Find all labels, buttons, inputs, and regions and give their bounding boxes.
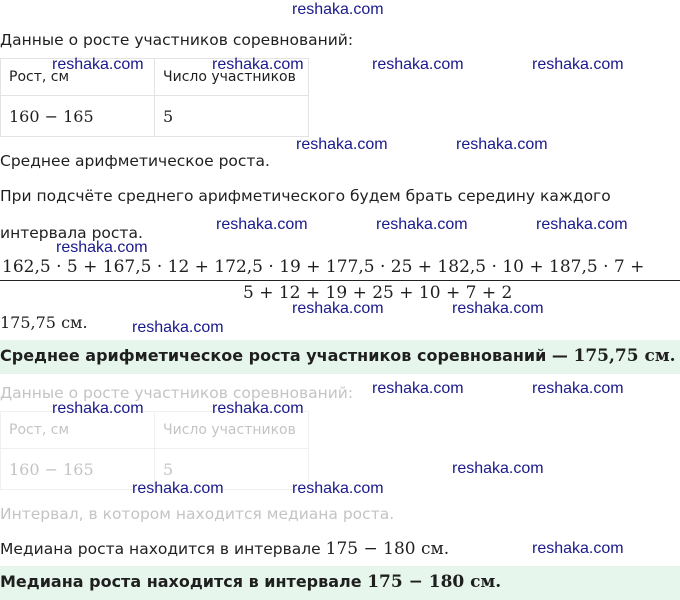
table-cell-count: 5 [155,96,309,137]
table-cell-interval: 160 − 165 [1,449,155,490]
method-text-line2: интервала роста. [0,224,143,242]
watermark: reshaka.com [292,480,384,497]
median-answer [0,572,501,592]
watermark: reshaka.com [532,380,624,397]
watermark: reshaka.com [52,400,144,417]
median-line-value: 175 − 180 см. [325,539,450,559]
mean-answer [0,346,676,366]
median-line-text: Медиана роста находится в интервале [0,540,326,558]
watermark: reshaka.com [132,319,224,336]
mean-result: 175,75 см. [0,313,88,332]
table-header-height: Рост, см [1,59,155,96]
watermark: reshaka.com [292,1,384,18]
median-answer-value: 175 − 180 см. [367,572,502,592]
table-header-count: Число участников [155,59,309,96]
watermark: reshaka.com [56,239,148,256]
table-cell-interval: 160 − 165 [1,96,155,137]
height-table-repeat [0,411,309,490]
watermark: reshaka.com [372,380,464,397]
watermark: reshaka.com [52,56,144,73]
median-answer-text: Медиана роста находится в интервале [0,572,368,591]
watermark: reshaka.com [456,136,548,153]
watermark: reshaka.com [452,300,544,317]
table-header-count: Число участников [155,412,309,449]
watermark: reshaka.com [532,540,624,557]
fraction-numerator: 162,5 · 5 + 167,5 · 12 + 172,5 · 19 + 177,5 · 25 + 182,5 · 10 + 187,5 · 7 + [2,257,645,277]
mean-answer-text: Среднее арифметическое роста участников соревнований — [0,346,574,365]
method-text-line1: При подсчёте среднего арифметического будем брать середину каждого [0,187,611,205]
table-header-height: Рост, см [1,412,155,449]
watermark: reshaka.com [132,480,224,497]
watermark: reshaka.com [452,460,544,477]
mean-answer-value: 175,75 см. [573,346,676,366]
fraction-bar [0,280,680,281]
watermark: reshaka.com [376,216,468,233]
median-label: Интервал, в котором находится медиана роста. [0,505,395,523]
data-title-repeat: Данные о росте участников соревнований: [0,384,354,402]
median-line [0,539,449,559]
watermark: reshaka.com [212,56,304,73]
watermark: reshaka.com [372,56,464,73]
watermark: reshaka.com [296,136,388,153]
watermark: reshaka.com [292,300,384,317]
watermark: reshaka.com [532,56,624,73]
watermark: reshaka.com [212,400,304,417]
fraction-denominator: 5 + 12 + 19 + 25 + 10 + 7 + 2 [243,283,513,303]
table-cell-count: 5 [155,449,309,490]
watermark: reshaka.com [536,216,628,233]
mean-label: Среднее арифметическое роста. [0,152,270,170]
data-title: Данные о росте участников соревнований: [0,31,354,49]
watermark: reshaka.com [216,216,308,233]
